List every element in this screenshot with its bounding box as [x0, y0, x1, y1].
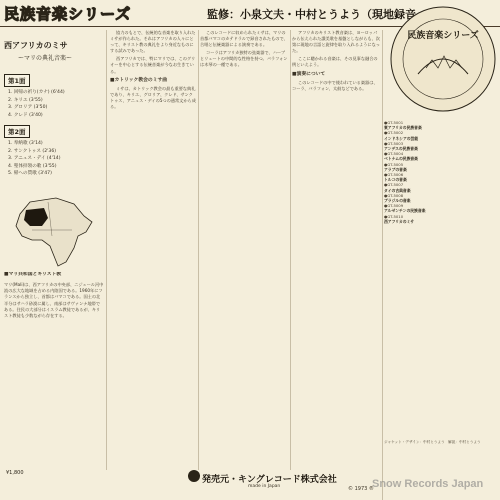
- series-title: 民族音楽シリーズ: [4, 5, 132, 23]
- catalog-item: ●GT-5006: [384, 172, 404, 178]
- made-in-label: made in Japan: [248, 484, 281, 489]
- catalog-title: トルコの音楽: [384, 177, 407, 183]
- track-item: 2. サンクトゥス (2'36): [8, 148, 57, 154]
- catalog-title: 西アフリカのミサ: [384, 218, 415, 224]
- album-title: 西アフリカのミサ: [4, 41, 68, 50]
- side-2-label: 第2面: [4, 125, 30, 138]
- notes-paragraph: マリ(Mali)は、西アフリカの中央部、ニジェール河中流の広大な地域を占める内陸国である。1960年にフランスから独立し、首都はバマコである。国土の北半分はサハラ砂漠に属し、南部はサヴァンナ地帯である。住民の大部分はイスラム教徒であるが、キリスト教徒も少数ながら存在する。: [4, 282, 104, 318]
- liner-notes-col4: [292, 30, 380, 478]
- notes-heading: ■マリ共和国とキリスト教: [4, 272, 62, 277]
- africa-map: [12, 196, 98, 270]
- track-item: 4. クレド (3'40): [8, 112, 43, 118]
- catalog-item: ●GT-5002: [384, 130, 404, 136]
- notes-paragraph: コーラはアフリカ独特の弦楽器で、ハープとリュートの中間的な性格を持つ。バラフォンは木琴の一種である。: [200, 50, 288, 68]
- notes-paragraph: ミサは、カトリック教会の最も重要な典礼であり、キリエ、グロリア、クレド、サンクトゥス、アニュス・デイの5つの通常文から成る。: [110, 85, 196, 110]
- catalog-title: アルゼンチンの民族音楽: [384, 208, 426, 214]
- track-item: 1. 奉納歌 (3'14): [8, 141, 43, 146]
- track-item: 4. 聖体拝領の歌 (3'55): [8, 163, 57, 169]
- track-item: 1. 回帰の祈り(カナ) (6'44): [8, 90, 65, 95]
- tracklist: [4, 30, 104, 195]
- catalog-title: ブラジルの音楽: [384, 198, 411, 204]
- notes-paragraph: このレコードの中で使われている楽器は、コーラ、バラフォン、太鼓などである。: [292, 79, 378, 91]
- notes-paragraph: このレコードに収められたミサは、マリの首都バマコのカテドラルで録音されたもので、合唱と伝統楽器による演奏である。: [200, 30, 288, 48]
- watermark: Snow Records Japan: [372, 478, 484, 490]
- publisher-label: 発売元・キングレコード株式会社: [202, 475, 337, 485]
- notes-paragraph: 協力のもとで、伝統的な音楽を取り入れたミサが作られた。それはアフリカの人々にとって、キリスト教の典礼をより身近なものにする試みであった。: [110, 30, 196, 54]
- liner-notes-col2: [110, 30, 196, 478]
- liner-notes-left: [4, 272, 104, 452]
- catalog-title: アンデスの民族音楽: [384, 146, 418, 152]
- king-records-logo: [188, 470, 200, 482]
- catalog-title: 東アフリカの民族音楽: [384, 125, 422, 131]
- side-1-tracks: [4, 89, 104, 119]
- notes-paragraph: 西アフリカでは、特にマリでは、このグリオーを中心とする伝統音楽が今なお生きている。: [110, 56, 196, 74]
- catalog-item: ●GT-5004: [384, 151, 404, 157]
- series-badge-logo: [388, 4, 498, 114]
- catalog-item: ●GT-5005: [384, 161, 404, 167]
- divider: [198, 30, 199, 470]
- supervisor-credit: 監修：小泉文夫・中村とうよう（現地録音: [207, 8, 416, 21]
- track-item: 5. 帰への賛歌 (3'47): [8, 171, 52, 176]
- catalog-title: アラブの音楽: [384, 166, 407, 172]
- price-label: ¥1,800: [6, 470, 24, 476]
- side-1-label: 第1面: [4, 74, 30, 87]
- notes-paragraph: アフリカのキリスト教音楽は、ヨーロッパから伝えられた讃美歌を基盤としながらも、次第に現地の言語と旋律を取り入れるようになった。: [292, 30, 380, 54]
- catalog-list: [384, 120, 498, 224]
- catalog-item: ●GT-5003: [384, 140, 404, 146]
- catalog-title: インドネシアの芸能: [384, 135, 419, 141]
- catalog-item: ●GT-5008: [384, 192, 404, 198]
- catalog-title: ベトナムの民族音楽: [384, 156, 418, 162]
- catalog-title: タイの古典音楽: [384, 187, 411, 193]
- album-subtitle: ーマリの典礼音楽ー: [18, 55, 73, 62]
- catalog-item: ●GT-5009: [384, 203, 404, 209]
- catalog-item: ●GT-5007: [384, 182, 404, 188]
- notes-paragraph: ここに聴かれる音楽は、その見事な融合の例といえよう。: [292, 56, 378, 68]
- liner-notes-col3: [200, 30, 288, 478]
- credits: ジャケット・デザイン：中村とうよう 解説：中村とうよう: [384, 440, 481, 444]
- copyright-label: © 1973 ®: [348, 486, 374, 492]
- badge-text: 民族音楽シリーズ: [407, 31, 479, 41]
- side-2-tracks: [4, 140, 104, 178]
- section-heading: ■カトリック教会のミサ曲: [110, 77, 168, 83]
- track-item: 3. グロリア (3'50): [8, 105, 48, 110]
- catalog-item: ●GT-5010: [384, 213, 404, 219]
- track-item: 3. アニュス・デイ (4'14): [8, 156, 61, 161]
- track-item: 2. キリエ (3'55): [8, 97, 43, 103]
- divider: [290, 30, 291, 470]
- catalog-item: ●GT-5001: [384, 120, 404, 125]
- divider: [106, 30, 107, 470]
- section-heading: ■演奏について: [292, 71, 326, 77]
- divider: [382, 30, 383, 500]
